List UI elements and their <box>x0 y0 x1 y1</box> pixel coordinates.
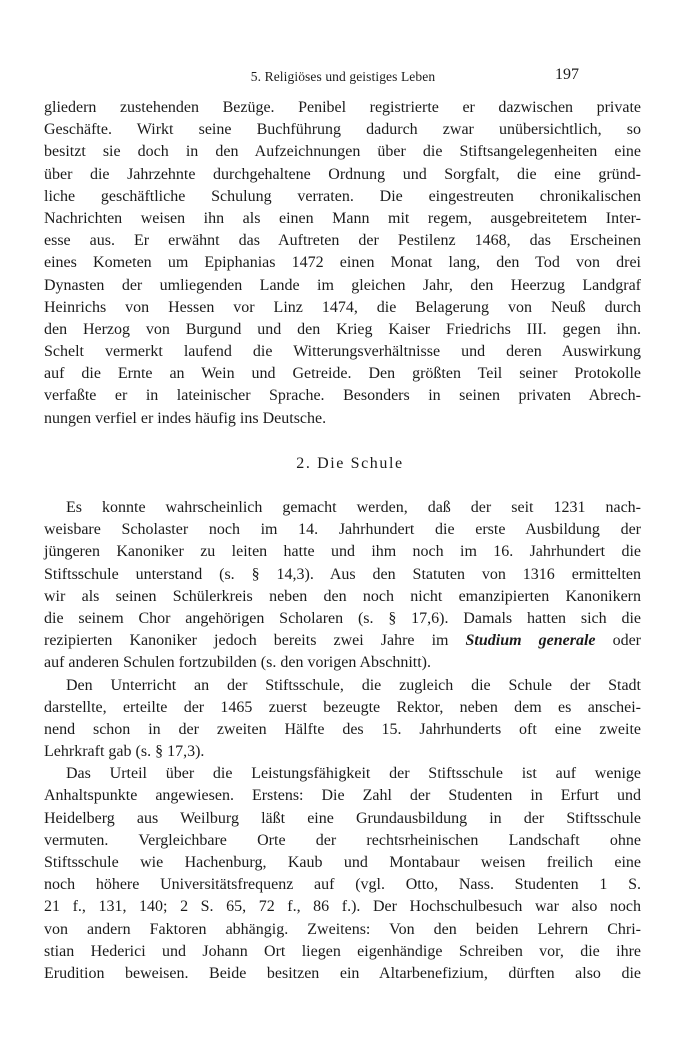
text-line: Den Unterricht an der Stiftsschule, die zugleich die Schule der Stadt <box>66 676 641 694</box>
text-line: Es konnte wahrscheinlich gemacht werden, daß der seit 1231 nach- <box>66 499 641 516</box>
text-line: auf die Ernte an Wein und Getreide. Den größten Teil seiner Protokolle <box>44 365 641 383</box>
text-line: nungen verfiel er indes häufig ins Deutsche. <box>44 409 327 427</box>
paragraph-continued <box>44 97 641 430</box>
text-line: Lehrkraft gab (s. § 17,3). <box>44 743 205 761</box>
section-heading: 2. Die Schule <box>296 455 404 472</box>
text-line: darstellte, erteilte der 1465 zuerst bezeugte Rektor, neben dem es anschei- <box>44 698 641 716</box>
text-line: Anhaltspunkte angewiesen. Erstens: Die Zahl der Studenten in Erfurt und <box>44 787 641 805</box>
text-line: von andern Faktoren abhängig. Zweitens: Von den beiden Lehrern Chri- <box>44 920 641 938</box>
text-line: Das Urteil über die Leistungsfähigkeit der Stiftsschule ist auf wenige <box>66 765 641 783</box>
text-line: wir als seinen Schülerkreis neben den noch nicht emanzipierten Kanonikern <box>44 587 641 605</box>
text-line: den Herzog von Burgund und den Krieg Kaiser Friedrichs III. gegen ihn. <box>44 320 641 338</box>
text-line: jüngeren Kanoniker zu leiten hatte und ihm noch im 16. Jahrhundert die <box>44 543 641 561</box>
text-line: gliedern zustehenden Bezüge. Penibel registrierte er dazwischen private <box>44 99 641 116</box>
text-line: Schelt vermerkt laufend die Witterungsverhältnisse und deren Auswirkung <box>44 343 641 361</box>
text-line: Nachrichten weisen ihn als einen Mann mit regem, ausgebreitetem Inter- <box>44 209 641 227</box>
italic-term: Studium generale <box>465 632 596 650</box>
text-line: weisbare Scholaster noch im 14. Jahrhundert die erste Ausbildung der <box>44 521 641 539</box>
text-line: Heinrichs von Hessen vor Linz 1474, die Belagerung von Neuß durch <box>44 298 641 316</box>
text-line: auf anderen Schulen fortzubilden (s. den vorigen Abschnitt). <box>44 654 431 672</box>
text-fragment: rezipierten Kanoniker jedoch bereits zwei Jahre im <box>44 632 466 650</box>
text-line: Stiftsschule unterstand (s. § 14,3). Aus den Statuten von 1316 ermittelten <box>44 565 641 583</box>
text-line: esse aus. Er erwähnt das Auftreten der Pestilenz 1468, das Erscheinen <box>44 232 641 250</box>
text-line: nend schon in der zweiten Hälfte des 15. Jahrhunderts oft eine zweite <box>44 720 641 738</box>
text-line: stian Hederici und Johann Ort liegen eigenhändige Schreiben vor, die ihre <box>44 942 641 960</box>
text-line: eines Kometen um Epiphanias 1472 einen Monat lang, den Tod von drei <box>44 254 641 272</box>
text-line: Stiftsschule wie Hachenburg, Kaub und Montabaur weisen freilich eine <box>44 854 641 871</box>
text-line: Dynasten der umliegenden Lande im gleichen Jahr, den Heerzug Landgraf <box>44 276 641 294</box>
text-line: vermuten. Vergleichbare Orte der rechtsrheinischen Landschaft ohne <box>44 831 641 849</box>
page-number: 197 <box>555 66 579 83</box>
text-line: noch höhere Universitätsfrequenz auf (vgl. Otto, Nass. Studenten 1 S. <box>44 876 641 894</box>
text-line <box>44 630 641 652</box>
text-line: verfaßte er in lateinischer Sprache. Besonders in seinen privaten Abrech- <box>44 387 641 405</box>
text-line: 21 f., 131, 140; 2 S. 65, 72 f., 86 f.). Der Hochschulbesuch war also noch <box>44 898 641 916</box>
running-title: 5. Religiöses und geistiges Leben <box>250 69 436 84</box>
running-head <box>107 66 579 88</box>
text-line: Erudition beweisen. Beide besitzen ein Altarbenefizium, dürften also die <box>44 964 641 982</box>
text-line: die seinem Chor angehörigen Scholaren (s. § 17,6). Damals hatten sich die <box>44 609 641 627</box>
section-body <box>44 497 641 985</box>
text-fragment: oder <box>595 632 642 650</box>
text-line: besitzt sie doch in den Aufzeichnungen über die Stiftsangelegenheiten eine <box>44 143 641 161</box>
text-line: Geschäfte. Wirkt seine Buchführung dadurch zwar unübersichtlich, so <box>44 121 641 139</box>
text-line: über die Jahrzehnte durchgehaltene Ordnung und Sorgfalt, die eine gründ- <box>44 165 641 183</box>
text-line: Heidelberg aus Weilburg läßt eine Grundausbildung in der Stiftsschule <box>44 809 641 827</box>
text-line: liche geschäftliche Schulung verraten. Die eingestreuten chronikalischen <box>44 187 641 205</box>
